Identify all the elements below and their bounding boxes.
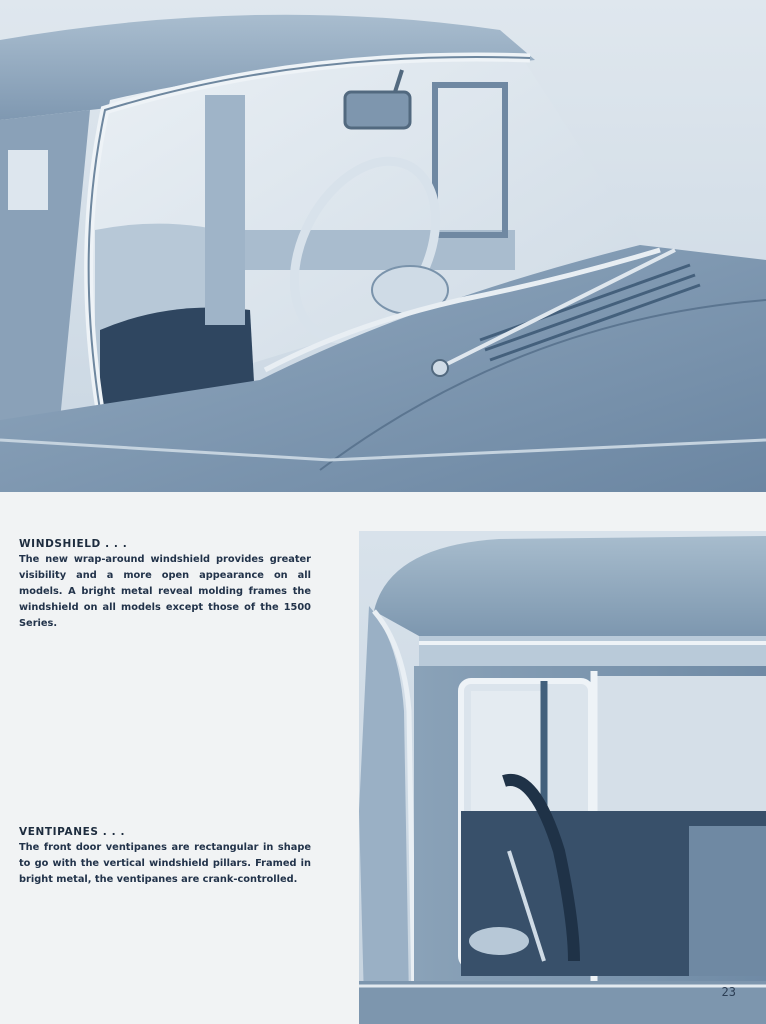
ventipanes-body: The front door ventipanes are rectangular in shape to go with the vertical windshield pillars. Framed in bright metal, the ventipanes are crank-controlled.: [19, 842, 311, 885]
ventipanes-heading: VENTIPANES . . .: [19, 826, 126, 838]
windshield-caption: [19, 538, 311, 632]
ventipane-photo: [359, 531, 766, 1024]
ventipane-illustration: [359, 531, 766, 1024]
windshield-heading: WINDSHIELD . . .: [19, 538, 128, 550]
page-number: 23: [721, 985, 736, 999]
windshield-photo: [0, 0, 766, 492]
ventipanes-caption: [19, 826, 311, 888]
windshield-illustration: [0, 0, 766, 492]
windshield-body: The new wrap-around windshield provides greater visibility and a more open appearance on all models. A bright metal reveal molding frames the windshield on all models except those of the 1500 Series.: [19, 554, 311, 629]
